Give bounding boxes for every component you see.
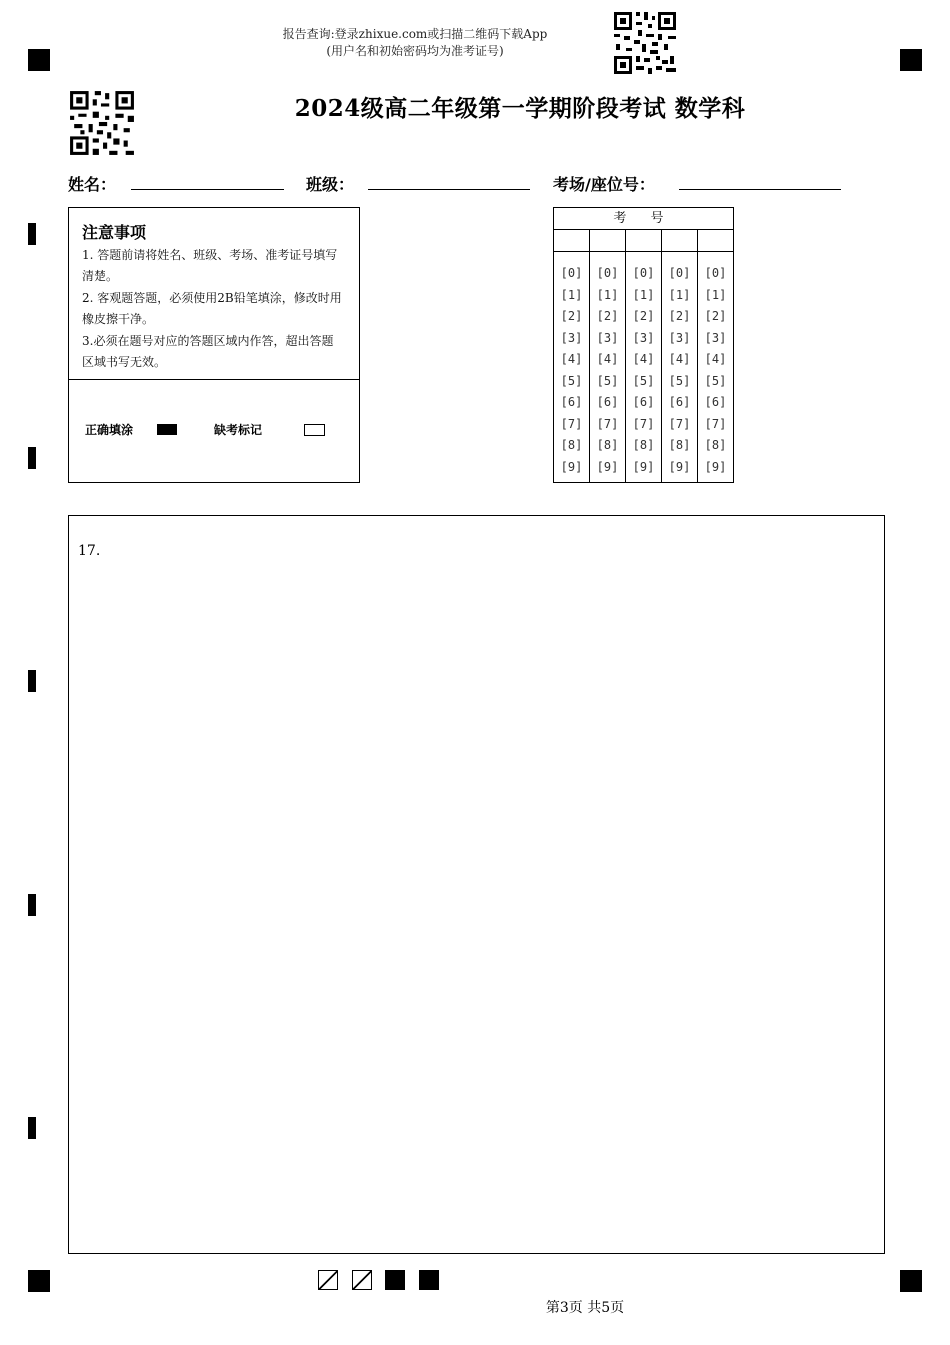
- notice-divider: [69, 379, 359, 380]
- digit-bubble[interactable]: [7]: [632, 416, 655, 431]
- exam-id-digits[interactable]: [554, 263, 589, 478]
- qr-code-icon: [612, 10, 678, 76]
- digit-bubble[interactable]: [0]: [632, 266, 655, 280]
- digit-bubble[interactable]: [4]: [596, 352, 619, 366]
- digit-bubble[interactable]: [8]: [560, 438, 583, 452]
- exam-id-write-cell[interactable]: [590, 230, 625, 252]
- name-field[interactable]: [131, 189, 284, 190]
- seat-label: 考场/座位号：: [553, 175, 655, 194]
- digit-bubble[interactable]: [3]: [704, 330, 727, 345]
- page-code-mark: [352, 1270, 372, 1290]
- digit-bubble[interactable]: [6]: [596, 395, 619, 409]
- digit-bubble[interactable]: [0]: [704, 266, 727, 280]
- exam-id-write-cell[interactable]: [626, 230, 661, 252]
- correct-fill-label: 正确填涂: [85, 423, 134, 437]
- digit-bubble[interactable]: [6]: [668, 395, 691, 409]
- digit-bubble[interactable]: [0]: [668, 266, 691, 280]
- class-field[interactable]: [368, 189, 530, 190]
- notice-item: 1. 答题前请将姓名、班级、考场、准考证号填写清楚。: [82, 248, 338, 283]
- report-query-note: [240, 26, 590, 60]
- timing-mark: [28, 223, 36, 245]
- digit-bubble[interactable]: [3]: [668, 330, 691, 345]
- alignment-mark-bottom-right: [900, 1270, 922, 1292]
- digit-bubble[interactable]: [7]: [560, 416, 583, 431]
- digit-bubble[interactable]: [6]: [632, 395, 655, 409]
- correct-fill-sample: [157, 424, 177, 435]
- digit-bubble[interactable]: [6]: [704, 395, 727, 409]
- digit-bubble[interactable]: [1]: [668, 287, 691, 302]
- exam-id-column[interactable]: [626, 230, 662, 482]
- exam-id-digits[interactable]: [662, 263, 697, 478]
- digit-bubble[interactable]: [7]: [668, 416, 691, 431]
- absent-mark-checkbox[interactable]: [304, 424, 325, 436]
- digit-bubble[interactable]: [1]: [560, 287, 583, 302]
- timing-mark: [28, 670, 36, 692]
- class-label: 班级：: [306, 175, 355, 194]
- digit-bubble[interactable]: [2]: [704, 309, 727, 323]
- digit-bubble[interactable]: [5]: [596, 373, 619, 388]
- digit-bubble[interactable]: [4]: [560, 352, 583, 366]
- timing-mark: [28, 1117, 36, 1139]
- exam-id-grid: [553, 207, 734, 483]
- timing-mark: [28, 447, 36, 469]
- seat-field[interactable]: [679, 189, 841, 190]
- digit-bubble[interactable]: [2]: [632, 309, 655, 323]
- digit-bubble[interactable]: [8]: [704, 438, 727, 452]
- alignment-mark-top-right: [900, 49, 922, 71]
- notice-box: [68, 207, 360, 483]
- notice-item: 2. 客观题答题，必须使用2B铅笔填涂，修改时用橡皮擦干净。: [82, 291, 342, 326]
- login-hint-line: (用户名和初始密码均为准考证号): [326, 44, 504, 58]
- answer-area[interactable]: [68, 515, 885, 1254]
- digit-bubble[interactable]: [4]: [668, 352, 691, 366]
- exam-id-digits[interactable]: [590, 263, 625, 478]
- digit-bubble[interactable]: [8]: [668, 438, 691, 452]
- notice-item: 3.必须在题号对应的答题区域内作答，超出答题区域书写无效。: [82, 334, 334, 369]
- notice-title: 注意事项: [82, 223, 147, 242]
- page-code-mark: [385, 1270, 405, 1290]
- digit-bubble[interactable]: [5]: [668, 373, 691, 388]
- digit-bubble[interactable]: [8]: [632, 438, 655, 452]
- exam-id-digits[interactable]: [626, 263, 661, 478]
- exam-id-column[interactable]: [554, 230, 590, 482]
- qr-code-icon: [68, 89, 136, 157]
- digit-bubble[interactable]: [1]: [704, 287, 727, 302]
- absent-mark-label: 缺考标记: [214, 423, 263, 437]
- digit-bubble[interactable]: [5]: [632, 373, 655, 388]
- digit-bubble[interactable]: [4]: [704, 352, 727, 366]
- exam-id-write-cell[interactable]: [698, 230, 733, 252]
- exam-id-header: 考 号: [554, 208, 733, 230]
- timing-mark: [28, 894, 36, 916]
- exam-id-digits[interactable]: [698, 263, 733, 478]
- digit-bubble[interactable]: [8]: [596, 438, 619, 452]
- page-code-mark: [318, 1270, 338, 1290]
- digit-bubble[interactable]: [1]: [632, 287, 655, 302]
- exam-id-column[interactable]: [590, 230, 626, 482]
- digit-bubble[interactable]: [3]: [632, 330, 655, 345]
- digit-bubble[interactable]: [0]: [596, 266, 619, 280]
- digit-bubble[interactable]: [9]: [632, 459, 655, 474]
- digit-bubble[interactable]: [3]: [560, 330, 583, 345]
- report-query-line: 报告查询:登录zhixue.com或扫描二维码下载App: [282, 27, 548, 41]
- exam-id-write-cell[interactable]: [662, 230, 697, 252]
- exam-id-column[interactable]: [662, 230, 698, 482]
- digit-bubble[interactable]: [9]: [704, 459, 727, 474]
- digit-bubble[interactable]: [3]: [596, 330, 619, 345]
- question-number: 17.: [78, 543, 101, 559]
- exam-id-write-cell[interactable]: [554, 230, 589, 252]
- name-label: 姓名：: [68, 175, 117, 194]
- digit-bubble[interactable]: [2]: [668, 309, 691, 323]
- digit-bubble[interactable]: [7]: [596, 416, 619, 431]
- digit-bubble[interactable]: [5]: [560, 373, 583, 388]
- digit-bubble[interactable]: [2]: [596, 309, 619, 323]
- alignment-mark-bottom-left: [28, 1270, 50, 1292]
- digit-bubble[interactable]: [9]: [596, 459, 619, 474]
- page-code-mark: [419, 1270, 439, 1290]
- digit-bubble[interactable]: [2]: [560, 309, 583, 323]
- digit-bubble[interactable]: [9]: [668, 459, 691, 474]
- digit-bubble[interactable]: [6]: [560, 395, 583, 409]
- digit-bubble[interactable]: [5]: [704, 373, 727, 388]
- digit-bubble[interactable]: [0]: [560, 266, 583, 280]
- digit-bubble[interactable]: [9]: [560, 459, 583, 474]
- exam-id-column[interactable]: [698, 230, 733, 482]
- digit-bubble[interactable]: [4]: [632, 352, 655, 366]
- digit-bubble[interactable]: [1]: [596, 287, 619, 302]
- page-number: 第3页 共5页: [545, 1300, 625, 1316]
- page-title: 2024级高二年级第一学期阶段考试 数学科: [294, 95, 746, 122]
- digit-bubble[interactable]: [7]: [704, 416, 727, 431]
- alignment-mark-top-left: [28, 49, 50, 71]
